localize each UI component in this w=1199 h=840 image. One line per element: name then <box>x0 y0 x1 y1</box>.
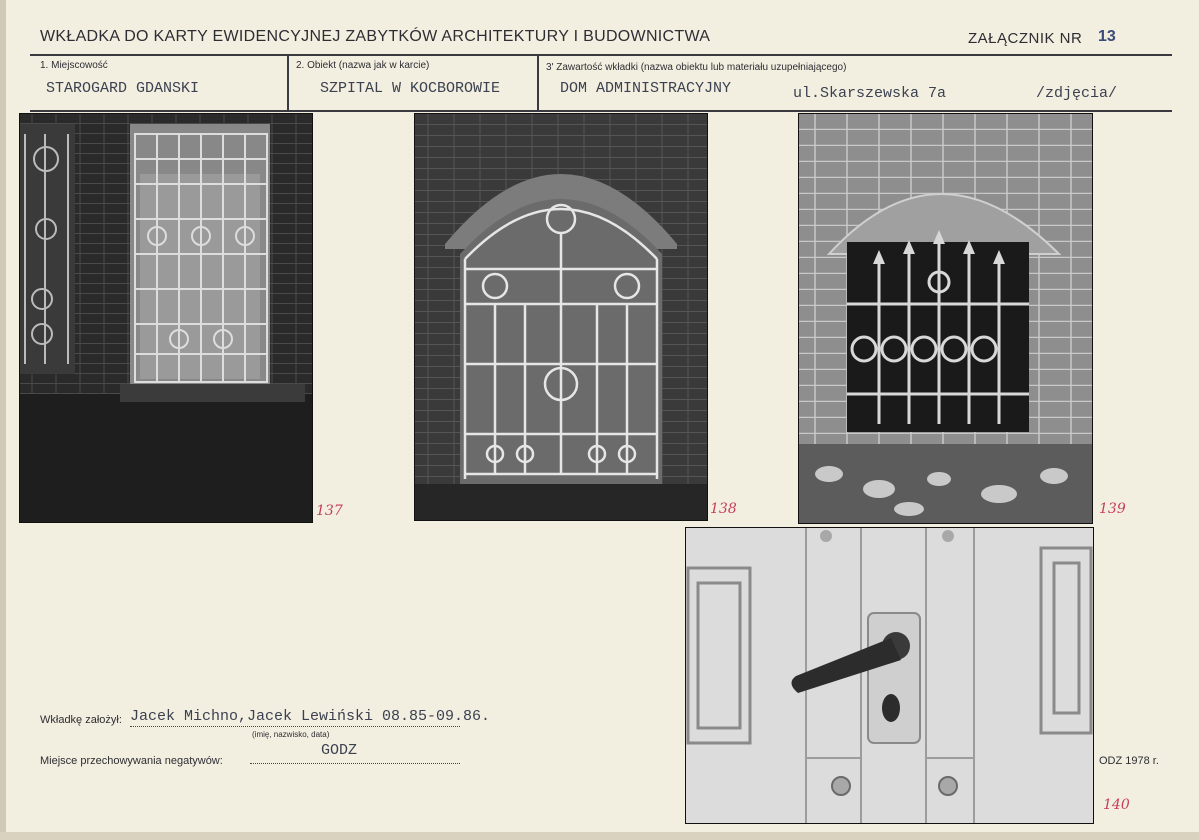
window-grille-photo <box>19 113 313 523</box>
header-rule-bottom <box>30 110 1172 112</box>
photo-number-137: 137 <box>316 503 343 519</box>
field-value-object: SZPITAL W KOCBOROWIE <box>320 80 501 97</box>
paper-edge <box>0 0 6 840</box>
author-label: Wkładkę założył: <box>40 714 122 726</box>
field-divider-1 <box>287 54 289 110</box>
author-hint: (imię, nazwisko, data) <box>252 730 330 739</box>
storage-value: GODZ <box>321 742 358 759</box>
author-dotted-line <box>130 726 460 727</box>
photo-number-140: 140 <box>1103 797 1130 813</box>
field-label-locality: 1. Miejscowość <box>40 60 108 71</box>
field-divider-2 <box>537 54 539 110</box>
basement-window-grille-photo <box>798 113 1093 524</box>
header-rule-top <box>30 54 1172 56</box>
field-value-address: ul.Skarszewska 7a <box>793 85 947 102</box>
paper-edge-bottom <box>0 832 1199 840</box>
door-handle-photo <box>685 527 1094 824</box>
storage-label: Miejsce przechowywania negatywów: <box>40 755 223 767</box>
field-value-locality: STAROGARD GDANSKI <box>46 80 200 97</box>
storage-dotted-line <box>250 763 460 764</box>
author-value: Jacek Michno,Jacek Lewiński 08.85-09.86. <box>130 708 491 725</box>
field-value-contents: DOM ADMINISTRACYJNY <box>560 80 732 97</box>
arched-window-grille-photo <box>414 113 708 521</box>
form-code: ODZ 1978 r. <box>1099 755 1159 767</box>
field-label-object: 2. Obiekt (nazwa jak w karcie) <box>296 60 430 71</box>
annex-label: ZAŁĄCZNIK NR <box>968 30 1083 47</box>
photo-number-139: 139 <box>1099 501 1126 517</box>
field-label-contents: 3' Zawartość wkładki (nazwa obiektu lub materiału uzupełniającego) <box>546 62 847 73</box>
photo-number-138: 138 <box>710 501 737 517</box>
annex-number: 13 <box>1098 28 1116 45</box>
field-value-note: /zdjęcia/ <box>1036 85 1118 102</box>
form-title: WKŁADKA DO KARTY EWIDENCYJNEJ ZABYTKÓW ARCHITEKTURY I BUDOWNICTWA <box>40 28 711 45</box>
